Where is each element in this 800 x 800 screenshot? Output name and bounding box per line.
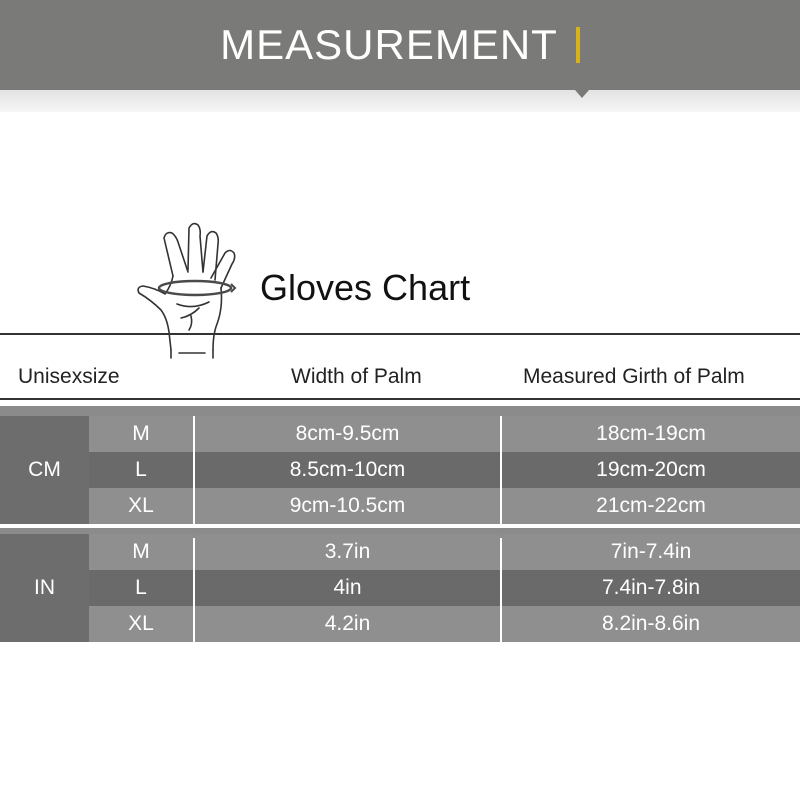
table-row xyxy=(89,534,800,570)
size-group-cm xyxy=(0,416,800,524)
table-band-top xyxy=(0,406,800,416)
palm-width-cell: 9cm-10.5cm xyxy=(195,488,500,524)
palm-width-cell: 8cm-9.5cm xyxy=(195,416,500,452)
hand-measure-icon xyxy=(133,220,245,362)
unit-label: CM xyxy=(0,416,89,524)
size-cell: XL xyxy=(89,606,193,642)
page-title: MEASUREMENT xyxy=(220,21,558,68)
palm-girth-cell: 18cm-19cm xyxy=(502,416,800,452)
table-row xyxy=(89,570,800,606)
size-cell: M xyxy=(89,416,193,452)
column-header-width: Width of Palm xyxy=(291,365,422,388)
palm-girth-cell: 21cm-22cm xyxy=(502,488,800,524)
palm-girth-cell: 7.4in-7.8in xyxy=(502,570,800,606)
chart-title: Gloves Chart xyxy=(260,267,471,308)
accent-bar xyxy=(576,27,580,63)
header-shadow-strip xyxy=(0,90,800,112)
palm-width-cell: 4in xyxy=(195,570,500,606)
palm-width-cell: 4.2in xyxy=(195,606,500,642)
top-rule xyxy=(0,333,800,335)
table-row xyxy=(89,416,800,452)
header-notch xyxy=(575,90,589,98)
table-row xyxy=(89,606,800,642)
header-rule xyxy=(0,398,800,400)
size-cell: XL xyxy=(89,488,193,524)
column-header-size: Unisexsize xyxy=(18,365,120,388)
palm-girth-cell: 19cm-20cm xyxy=(502,452,800,488)
palm-girth-cell: 7in-7.4in xyxy=(502,534,800,570)
table-row xyxy=(89,452,800,488)
size-cell: L xyxy=(89,452,193,488)
palm-width-cell: 3.7in xyxy=(195,534,500,570)
size-group-in xyxy=(0,534,800,642)
header-banner xyxy=(0,0,800,90)
size-cell: L xyxy=(89,570,193,606)
size-cell: M xyxy=(89,534,193,570)
table-row xyxy=(89,488,800,524)
palm-girth-cell: 8.2in-8.6in xyxy=(502,606,800,642)
header-title-wrap xyxy=(0,20,800,70)
unit-label: IN xyxy=(0,534,89,642)
palm-width-cell: 8.5cm-10cm xyxy=(195,452,500,488)
column-header-girth: Measured Girth of Palm xyxy=(523,365,745,388)
